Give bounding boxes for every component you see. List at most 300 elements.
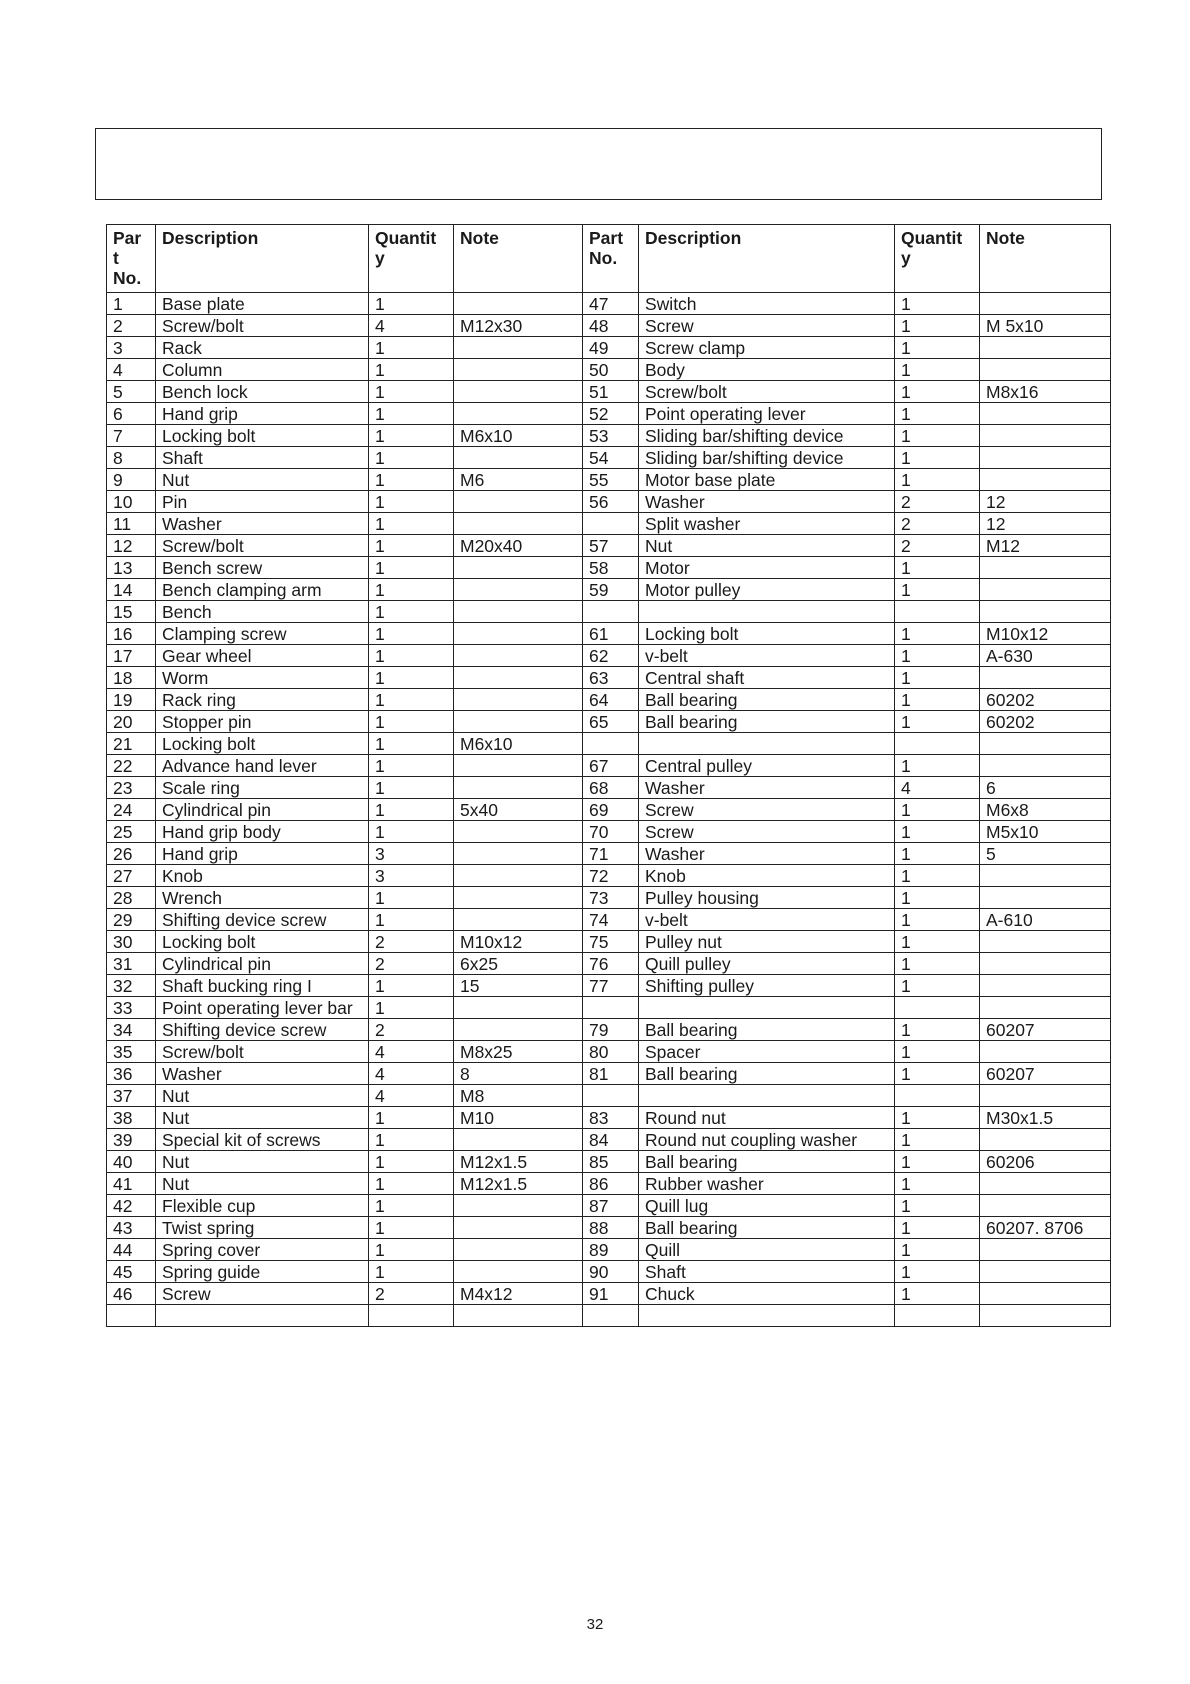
cell-part-no-right: 86 bbox=[583, 1173, 639, 1195]
cell-description-right bbox=[639, 601, 895, 623]
cell-note bbox=[454, 843, 583, 865]
cell-note-right bbox=[980, 1173, 1111, 1195]
cell-note-right bbox=[980, 469, 1111, 491]
cell-note-right: 60206 bbox=[980, 1151, 1111, 1173]
table-row bbox=[107, 1019, 1111, 1041]
cell-part-no: 4 bbox=[107, 359, 156, 381]
cell-note: M8x25 bbox=[454, 1041, 583, 1063]
cell-part-no-right: 54 bbox=[583, 447, 639, 469]
cell-part-no: 16 bbox=[107, 623, 156, 645]
table-row bbox=[107, 689, 1111, 711]
cell-quantity-right: 1 bbox=[895, 865, 980, 887]
cell-part-no: 8 bbox=[107, 447, 156, 469]
cell-description-right bbox=[639, 997, 895, 1019]
cell-part-no: 2 bbox=[107, 315, 156, 337]
cell-description: Cylindrical pin bbox=[156, 799, 369, 821]
cell-part-no-right: 50 bbox=[583, 359, 639, 381]
table-row bbox=[107, 711, 1111, 733]
cell-quantity-right: 1 bbox=[895, 469, 980, 491]
cell-part-no: 17 bbox=[107, 645, 156, 667]
cell-quantity-right: 1 bbox=[895, 843, 980, 865]
cell-part-no: 19 bbox=[107, 689, 156, 711]
table-row bbox=[107, 887, 1111, 909]
header-box bbox=[95, 128, 1102, 200]
cell-description: Hand grip body bbox=[156, 821, 369, 843]
cell-quantity-right: 1 bbox=[895, 623, 980, 645]
cell-part-no: 34 bbox=[107, 1019, 156, 1041]
cell-part-no-right: 64 bbox=[583, 689, 639, 711]
cell-note-right bbox=[980, 1305, 1111, 1327]
cell-quantity-right: 1 bbox=[895, 447, 980, 469]
table-row bbox=[107, 1195, 1111, 1217]
cell-part-no-right: 70 bbox=[583, 821, 639, 843]
cell-note-right bbox=[980, 557, 1111, 579]
cell-quantity-right: 1 bbox=[895, 293, 980, 315]
cell-part-no: 35 bbox=[107, 1041, 156, 1063]
cell-quantity: 1 bbox=[369, 1195, 454, 1217]
cell-description-right: Shaft bbox=[639, 1261, 895, 1283]
cell-description: Flexible cup bbox=[156, 1195, 369, 1217]
cell-note bbox=[454, 1261, 583, 1283]
cell-description-right: Body bbox=[639, 359, 895, 381]
cell-note-right: 12 bbox=[980, 513, 1111, 535]
cell-description-right: Ball bearing bbox=[639, 1019, 895, 1041]
cell-note-right: M6x8 bbox=[980, 799, 1111, 821]
table-row bbox=[107, 359, 1111, 381]
cell-note bbox=[454, 689, 583, 711]
cell-part-no-right bbox=[583, 513, 639, 535]
page-number: 32 bbox=[586, 1616, 604, 1633]
table-row bbox=[107, 579, 1111, 601]
cell-part-no: 30 bbox=[107, 931, 156, 953]
cell-quantity bbox=[369, 1305, 454, 1327]
cell-quantity: 1 bbox=[369, 1239, 454, 1261]
cell-quantity-right: 1 bbox=[895, 975, 980, 997]
table-row bbox=[107, 293, 1111, 315]
cell-description-right bbox=[639, 1085, 895, 1107]
header-note-right: Note bbox=[980, 225, 1111, 293]
cell-note-right bbox=[980, 1041, 1111, 1063]
table-row bbox=[107, 1151, 1111, 1173]
cell-description-right: Ball bearing bbox=[639, 1217, 895, 1239]
cell-note-right bbox=[980, 1283, 1111, 1305]
cell-quantity-right: 1 bbox=[895, 403, 980, 425]
cell-quantity: 4 bbox=[369, 1063, 454, 1085]
cell-quantity-right: 1 bbox=[895, 1239, 980, 1261]
cell-quantity-right: 1 bbox=[895, 425, 980, 447]
cell-description bbox=[156, 1305, 369, 1327]
cell-note bbox=[454, 667, 583, 689]
cell-note-right bbox=[980, 667, 1111, 689]
cell-quantity: 4 bbox=[369, 1085, 454, 1107]
header-part-no: Par t No. bbox=[107, 225, 156, 293]
cell-note bbox=[454, 491, 583, 513]
cell-quantity: 1 bbox=[369, 403, 454, 425]
cell-note bbox=[454, 623, 583, 645]
cell-quantity: 1 bbox=[369, 997, 454, 1019]
cell-quantity-right: 1 bbox=[895, 909, 980, 931]
cell-part-no: 18 bbox=[107, 667, 156, 689]
header-quantity-right: Quantit y bbox=[895, 225, 980, 293]
cell-note: 6x25 bbox=[454, 953, 583, 975]
cell-note-right bbox=[980, 1129, 1111, 1151]
cell-note bbox=[454, 601, 583, 623]
table-row bbox=[107, 1107, 1111, 1129]
cell-note-right: 6 bbox=[980, 777, 1111, 799]
cell-note-right bbox=[980, 755, 1111, 777]
cell-note bbox=[454, 997, 583, 1019]
cell-note: 5x40 bbox=[454, 799, 583, 821]
cell-part-no-right: 81 bbox=[583, 1063, 639, 1085]
cell-description-right: Ball bearing bbox=[639, 1063, 895, 1085]
cell-note bbox=[454, 645, 583, 667]
table-row bbox=[107, 1261, 1111, 1283]
cell-note: M12x1.5 bbox=[454, 1173, 583, 1195]
cell-note-right: 60202 bbox=[980, 711, 1111, 733]
cell-part-no-right: 56 bbox=[583, 491, 639, 513]
cell-description-right: Quill lug bbox=[639, 1195, 895, 1217]
cell-quantity-right: 1 bbox=[895, 821, 980, 843]
cell-note: M4x12 bbox=[454, 1283, 583, 1305]
cell-description-right: Washer bbox=[639, 777, 895, 799]
cell-quantity-right bbox=[895, 1085, 980, 1107]
parts-list-table bbox=[106, 224, 1111, 1327]
cell-quantity: 1 bbox=[369, 1151, 454, 1173]
cell-note-right bbox=[980, 1085, 1111, 1107]
cell-note bbox=[454, 909, 583, 931]
cell-note-right: 60207 bbox=[980, 1019, 1111, 1041]
cell-description-right: Motor base plate bbox=[639, 469, 895, 491]
cell-description: Hand grip bbox=[156, 403, 369, 425]
header-description: Description bbox=[156, 225, 369, 293]
cell-note: M10x12 bbox=[454, 931, 583, 953]
cell-description: Locking bolt bbox=[156, 931, 369, 953]
cell-description: Screw/bolt bbox=[156, 1041, 369, 1063]
cell-quantity: 1 bbox=[369, 491, 454, 513]
cell-part-no-right: 84 bbox=[583, 1129, 639, 1151]
cell-quantity: 1 bbox=[369, 1217, 454, 1239]
cell-part-no-right: 55 bbox=[583, 469, 639, 491]
cell-quantity-right: 1 bbox=[895, 1283, 980, 1305]
cell-note: 15 bbox=[454, 975, 583, 997]
cell-quantity: 1 bbox=[369, 513, 454, 535]
table-row bbox=[107, 337, 1111, 359]
cell-description: Advance hand lever bbox=[156, 755, 369, 777]
cell-part-no: 14 bbox=[107, 579, 156, 601]
cell-part-no-right: 58 bbox=[583, 557, 639, 579]
cell-description-right bbox=[639, 733, 895, 755]
cell-part-no: 13 bbox=[107, 557, 156, 579]
cell-quantity: 1 bbox=[369, 975, 454, 997]
cell-quantity-right: 1 bbox=[895, 755, 980, 777]
cell-part-no: 20 bbox=[107, 711, 156, 733]
cell-quantity: 1 bbox=[369, 821, 454, 843]
table-row bbox=[107, 843, 1111, 865]
cell-note-right bbox=[980, 425, 1111, 447]
cell-part-no: 39 bbox=[107, 1129, 156, 1151]
table-row bbox=[107, 755, 1111, 777]
cell-note-right bbox=[980, 293, 1111, 315]
cell-note-right: A-610 bbox=[980, 909, 1111, 931]
cell-note-right: A-630 bbox=[980, 645, 1111, 667]
table-row bbox=[107, 1217, 1111, 1239]
cell-description-right: Pulley nut bbox=[639, 931, 895, 953]
cell-quantity-right bbox=[895, 601, 980, 623]
cell-note bbox=[454, 557, 583, 579]
cell-description-right: Shifting pulley bbox=[639, 975, 895, 997]
cell-description-right: Screw bbox=[639, 799, 895, 821]
cell-quantity: 4 bbox=[369, 1041, 454, 1063]
table-row bbox=[107, 381, 1111, 403]
cell-description-right: Spacer bbox=[639, 1041, 895, 1063]
cell-description-right: Pulley housing bbox=[639, 887, 895, 909]
cell-note: M10 bbox=[454, 1107, 583, 1129]
cell-quantity: 2 bbox=[369, 1019, 454, 1041]
cell-quantity-right: 1 bbox=[895, 1063, 980, 1085]
cell-description-right: Screw/bolt bbox=[639, 381, 895, 403]
cell-note bbox=[454, 1217, 583, 1239]
cell-note bbox=[454, 293, 583, 315]
cell-quantity-right: 1 bbox=[895, 799, 980, 821]
table-row bbox=[107, 535, 1111, 557]
cell-quantity: 1 bbox=[369, 755, 454, 777]
table-row bbox=[107, 799, 1111, 821]
cell-description: Shaft bucking ring I bbox=[156, 975, 369, 997]
cell-description: Gear wheel bbox=[156, 645, 369, 667]
cell-quantity-right: 1 bbox=[895, 315, 980, 337]
table-row bbox=[107, 953, 1111, 975]
cell-quantity: 1 bbox=[369, 689, 454, 711]
cell-part-no-right: 73 bbox=[583, 887, 639, 909]
cell-part-no: 10 bbox=[107, 491, 156, 513]
cell-quantity-right: 1 bbox=[895, 1261, 980, 1283]
cell-quantity-right: 1 bbox=[895, 953, 980, 975]
table-row bbox=[107, 1173, 1111, 1195]
cell-note-right: 60207 bbox=[980, 1063, 1111, 1085]
cell-note: M6x10 bbox=[454, 425, 583, 447]
cell-quantity-right: 1 bbox=[895, 381, 980, 403]
cell-part-no-right: 69 bbox=[583, 799, 639, 821]
cell-note bbox=[454, 755, 583, 777]
cell-note: M12x30 bbox=[454, 315, 583, 337]
cell-part-no: 9 bbox=[107, 469, 156, 491]
cell-description-right: Screw clamp bbox=[639, 337, 895, 359]
cell-part-no-right: 88 bbox=[583, 1217, 639, 1239]
cell-part-no: 25 bbox=[107, 821, 156, 843]
cell-quantity: 4 bbox=[369, 315, 454, 337]
cell-note-right bbox=[980, 1239, 1111, 1261]
cell-note-right bbox=[980, 733, 1111, 755]
cell-note bbox=[454, 865, 583, 887]
cell-note-right: M10x12 bbox=[980, 623, 1111, 645]
cell-note bbox=[454, 1129, 583, 1151]
cell-quantity-right: 1 bbox=[895, 1041, 980, 1063]
cell-note-right bbox=[980, 931, 1111, 953]
cell-description: Locking bolt bbox=[156, 425, 369, 447]
table-row bbox=[107, 997, 1111, 1019]
cell-description-right: Round nut bbox=[639, 1107, 895, 1129]
cell-quantity: 1 bbox=[369, 1107, 454, 1129]
cell-quantity: 1 bbox=[369, 469, 454, 491]
cell-quantity-right: 1 bbox=[895, 1217, 980, 1239]
cell-quantity-right: 1 bbox=[895, 579, 980, 601]
cell-description: Nut bbox=[156, 1151, 369, 1173]
cell-note bbox=[454, 381, 583, 403]
cell-quantity: 2 bbox=[369, 953, 454, 975]
cell-note bbox=[454, 579, 583, 601]
cell-quantity-right: 1 bbox=[895, 1129, 980, 1151]
cell-description: Spring guide bbox=[156, 1261, 369, 1283]
cell-quantity-right: 1 bbox=[895, 557, 980, 579]
table-row bbox=[107, 623, 1111, 645]
cell-quantity-right: 2 bbox=[895, 513, 980, 535]
cell-note bbox=[454, 821, 583, 843]
header-description-right: Description bbox=[639, 225, 895, 293]
cell-description: Column bbox=[156, 359, 369, 381]
cell-part-no: 36 bbox=[107, 1063, 156, 1085]
cell-quantity-right: 1 bbox=[895, 645, 980, 667]
cell-note-right bbox=[980, 447, 1111, 469]
cell-quantity: 1 bbox=[369, 733, 454, 755]
cell-description: Knob bbox=[156, 865, 369, 887]
cell-description: Bench lock bbox=[156, 381, 369, 403]
cell-quantity: 1 bbox=[369, 909, 454, 931]
cell-description-right: Quill pulley bbox=[639, 953, 895, 975]
cell-description: Locking bolt bbox=[156, 733, 369, 755]
cell-description: Pin bbox=[156, 491, 369, 513]
cell-quantity-right: 4 bbox=[895, 777, 980, 799]
cell-description: Point operating lever bar bbox=[156, 997, 369, 1019]
cell-description-right: Locking bolt bbox=[639, 623, 895, 645]
cell-description: Nut bbox=[156, 469, 369, 491]
cell-quantity-right: 1 bbox=[895, 667, 980, 689]
cell-part-no-right: 71 bbox=[583, 843, 639, 865]
table-row bbox=[107, 645, 1111, 667]
table-row bbox=[107, 425, 1111, 447]
cell-part-no: 23 bbox=[107, 777, 156, 799]
cell-description-right: Quill bbox=[639, 1239, 895, 1261]
table-row bbox=[107, 601, 1111, 623]
cell-description-right: v-belt bbox=[639, 909, 895, 931]
cell-description: Cylindrical pin bbox=[156, 953, 369, 975]
cell-part-no-right: 74 bbox=[583, 909, 639, 931]
table-row bbox=[107, 447, 1111, 469]
table-row bbox=[107, 975, 1111, 997]
cell-note: 8 bbox=[454, 1063, 583, 1085]
cell-description-right: Switch bbox=[639, 293, 895, 315]
cell-description: Washer bbox=[156, 513, 369, 535]
cell-part-no: 5 bbox=[107, 381, 156, 403]
cell-description-right: Split washer bbox=[639, 513, 895, 535]
cell-part-no-right: 62 bbox=[583, 645, 639, 667]
cell-part-no: 28 bbox=[107, 887, 156, 909]
cell-part-no-right: 57 bbox=[583, 535, 639, 557]
table-row bbox=[107, 557, 1111, 579]
cell-part-no-right: 47 bbox=[583, 293, 639, 315]
cell-part-no: 11 bbox=[107, 513, 156, 535]
cell-quantity: 1 bbox=[369, 293, 454, 315]
header-part-no-right: Part No. bbox=[583, 225, 639, 293]
cell-description-right: Point operating lever bbox=[639, 403, 895, 425]
cell-description-right bbox=[639, 1305, 895, 1327]
cell-part-no-right: 80 bbox=[583, 1041, 639, 1063]
table-row bbox=[107, 909, 1111, 931]
cell-quantity: 1 bbox=[369, 337, 454, 359]
cell-quantity: 2 bbox=[369, 931, 454, 953]
cell-quantity: 1 bbox=[369, 447, 454, 469]
cell-note-right: 5 bbox=[980, 843, 1111, 865]
cell-description-right: Sliding bar/shifting device bbox=[639, 425, 895, 447]
cell-quantity: 1 bbox=[369, 777, 454, 799]
cell-quantity-right bbox=[895, 997, 980, 1019]
cell-description: Shifting device screw bbox=[156, 909, 369, 931]
cell-quantity-right: 1 bbox=[895, 1195, 980, 1217]
cell-description-right: Washer bbox=[639, 843, 895, 865]
cell-part-no-right: 67 bbox=[583, 755, 639, 777]
cell-quantity: 1 bbox=[369, 381, 454, 403]
cell-description: Bench clamping arm bbox=[156, 579, 369, 601]
cell-note bbox=[454, 1195, 583, 1217]
cell-part-no-right: 51 bbox=[583, 381, 639, 403]
cell-description: Wrench bbox=[156, 887, 369, 909]
cell-part-no-right: 65 bbox=[583, 711, 639, 733]
cell-part-no: 38 bbox=[107, 1107, 156, 1129]
cell-note-right bbox=[980, 865, 1111, 887]
table-header-row bbox=[107, 225, 1111, 293]
cell-quantity-right: 1 bbox=[895, 689, 980, 711]
cell-part-no: 42 bbox=[107, 1195, 156, 1217]
cell-quantity: 1 bbox=[369, 711, 454, 733]
cell-description: Spring cover bbox=[156, 1239, 369, 1261]
cell-note-right: 60202 bbox=[980, 689, 1111, 711]
cell-part-no-right bbox=[583, 997, 639, 1019]
cell-note-right: M12 bbox=[980, 535, 1111, 557]
cell-part-no-right: 77 bbox=[583, 975, 639, 997]
cell-part-no: 29 bbox=[107, 909, 156, 931]
cell-part-no: 45 bbox=[107, 1261, 156, 1283]
cell-description-right: v-belt bbox=[639, 645, 895, 667]
cell-part-no: 3 bbox=[107, 337, 156, 359]
cell-part-no-right: 87 bbox=[583, 1195, 639, 1217]
cell-part-no-right: 63 bbox=[583, 667, 639, 689]
cell-quantity: 3 bbox=[369, 865, 454, 887]
cell-description: Nut bbox=[156, 1173, 369, 1195]
cell-description-right: Screw bbox=[639, 821, 895, 843]
cell-part-no: 7 bbox=[107, 425, 156, 447]
cell-note-right bbox=[980, 601, 1111, 623]
cell-part-no: 22 bbox=[107, 755, 156, 777]
cell-note bbox=[454, 513, 583, 535]
cell-quantity: 1 bbox=[369, 425, 454, 447]
cell-description: Hand grip bbox=[156, 843, 369, 865]
cell-part-no-right: 76 bbox=[583, 953, 639, 975]
cell-quantity: 1 bbox=[369, 1173, 454, 1195]
cell-part-no: 24 bbox=[107, 799, 156, 821]
cell-note bbox=[454, 887, 583, 909]
parts-table-body bbox=[107, 293, 1111, 1327]
cell-part-no-right bbox=[583, 1085, 639, 1107]
cell-part-no-right: 91 bbox=[583, 1283, 639, 1305]
cell-note bbox=[454, 1239, 583, 1261]
cell-quantity: 1 bbox=[369, 601, 454, 623]
cell-quantity: 1 bbox=[369, 535, 454, 557]
cell-part-no: 32 bbox=[107, 975, 156, 997]
cell-part-no-right: 75 bbox=[583, 931, 639, 953]
table-row bbox=[107, 777, 1111, 799]
cell-part-no-right: 68 bbox=[583, 777, 639, 799]
table-row bbox=[107, 513, 1111, 535]
cell-quantity-right: 1 bbox=[895, 1151, 980, 1173]
